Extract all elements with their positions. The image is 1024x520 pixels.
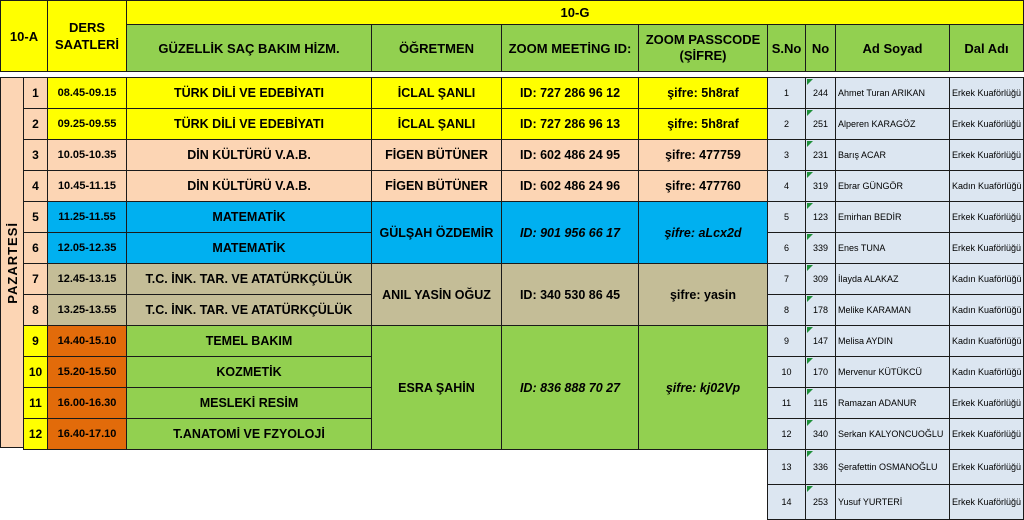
zoom-meeting-id: ID: 727 286 96 13 (501, 108, 639, 140)
teacher-name: ANIL YASİN OĞUZ (371, 263, 502, 326)
lesson-number: 10 (23, 356, 48, 388)
student-sno: 4 (767, 170, 806, 202)
sno-column-header: S.No (767, 24, 806, 72)
student-name: Emirhan BEDİR (835, 201, 950, 233)
zoom-passcode: şifre: 477759 (638, 139, 768, 171)
student-no: 123 (805, 201, 836, 233)
student-dept: Kadın Kuaförlüğü (949, 356, 1024, 388)
student-no: 340 (805, 418, 836, 450)
comment-marker-icon (807, 265, 813, 271)
student-no: 178 (805, 294, 836, 326)
student-sno: 14 (767, 484, 806, 520)
lesson-number: 7 (23, 263, 48, 295)
lesson-time: 13.25-13.55 (47, 294, 127, 326)
lesson-time: 10.45-11.15 (47, 170, 127, 202)
student-dept: Erkek Kuaförlüğü (949, 201, 1024, 233)
lesson-subject: TÜRK DİLİ VE EDEBİYATI (126, 77, 372, 109)
lesson-number: 1 (23, 77, 48, 109)
comment-marker-icon (807, 234, 813, 240)
lesson-subject: DİN KÜLTÜRÜ V.A.B. (126, 139, 372, 171)
student-dept: Kadın Kuaförlüğü (949, 263, 1024, 295)
student-dept: Erkek Kuaförlüğü (949, 232, 1024, 264)
student-dept: Erkek Kuaförlüğü (949, 387, 1024, 419)
zoom-passcode: şifre: 5h8raf (638, 77, 768, 109)
lesson-number: 5 (23, 201, 48, 233)
zoom-passcode: şifre: yasin (638, 263, 768, 326)
lesson-time: 08.45-09.15 (47, 77, 127, 109)
student-name: Ebrar GÜNGÖR (835, 170, 950, 202)
student-sno: 12 (767, 418, 806, 450)
lesson-number: 6 (23, 232, 48, 264)
dept-column-header: Dal Adı (949, 24, 1024, 72)
lesson-subject: KOZMETİK (126, 356, 372, 388)
student-sno: 11 (767, 387, 806, 419)
comment-marker-icon (807, 141, 813, 147)
comment-marker-icon (807, 296, 813, 302)
student-dept: Kadın Kuaförlüğü (949, 294, 1024, 326)
teacher-name: ESRA ŞAHİN (371, 325, 502, 450)
lesson-number: 11 (23, 387, 48, 419)
lesson-subject: MESLEKİ RESİM (126, 387, 372, 419)
student-no: 336 (805, 449, 836, 485)
zoom-meeting-id: ID: 340 530 86 45 (501, 263, 639, 326)
student-sno: 5 (767, 201, 806, 233)
student-no: 170 (805, 356, 836, 388)
zoom-passcode: şifre: kj02Vp (638, 325, 768, 450)
comment-marker-icon (807, 203, 813, 209)
student-sno: 3 (767, 139, 806, 171)
teacher-name: FİGEN BÜTÜNER (371, 170, 502, 202)
student-name: Ramazan ADANUR (835, 387, 950, 419)
comment-marker-icon (807, 327, 813, 333)
zoom-passcode: şifre: aLcx2d (638, 201, 768, 264)
lesson-number: 2 (23, 108, 48, 140)
name-column-header: Ad Soyad (835, 24, 950, 72)
student-sno: 2 (767, 108, 806, 140)
comment-marker-icon (807, 79, 813, 85)
lesson-time: 15.20-15.50 (47, 356, 127, 388)
group-label: 10-G (126, 0, 1024, 25)
student-no: 147 (805, 325, 836, 357)
lesson-number: 3 (23, 139, 48, 171)
comment-marker-icon (807, 451, 813, 457)
day-label-text: PAZARTESİ (4, 221, 20, 304)
no-column-header: No (805, 24, 836, 72)
lesson-subject: T.C. İNK. TAR. VE ATATÜRKÇÜLÜK (126, 294, 372, 326)
ders-saatleri-header: DERS SAATLERİ (47, 0, 127, 72)
student-dept: Erkek Kuaförlüğü (949, 139, 1024, 171)
lesson-subject: T.ANATOMİ VE FZYOLOJİ (126, 418, 372, 450)
lesson-time: 12.45-13.15 (47, 263, 127, 295)
student-sno: 6 (767, 232, 806, 264)
lesson-time: 16.40-17.10 (47, 418, 127, 450)
student-sno: 7 (767, 263, 806, 295)
lesson-time: 12.05-12.35 (47, 232, 127, 264)
class-label: 10-A (0, 0, 48, 72)
student-name: İlayda ALAKAZ (835, 263, 950, 295)
zoom-meeting-id: ID: 836 888 70 27 (501, 325, 639, 450)
lesson-number: 12 (23, 418, 48, 450)
comment-marker-icon (807, 486, 813, 492)
student-name: Melike KARAMAN (835, 294, 950, 326)
student-name: Mervenur KÜTÜKCÜ (835, 356, 950, 388)
student-no: 231 (805, 139, 836, 171)
student-no: 115 (805, 387, 836, 419)
teacher-column-header: ÖĞRETMEN (371, 24, 502, 72)
lesson-time: 09.25-09.55 (47, 108, 127, 140)
teacher-name: İCLAL ŞANLI (371, 108, 502, 140)
student-dept: Erkek Kuaförlüğü (949, 77, 1024, 109)
student-no: 319 (805, 170, 836, 202)
comment-marker-icon (807, 358, 813, 364)
day-label (0, 77, 24, 448)
student-sno: 13 (767, 449, 806, 485)
zoom-meeting-id: ID: 727 286 96 12 (501, 77, 639, 109)
lesson-time: 11.25-11.55 (47, 201, 127, 233)
zoom-meeting-id: ID: 901 956 66 17 (501, 201, 639, 264)
student-no: 253 (805, 484, 836, 520)
zoom-meeting-id: ID: 602 486 24 96 (501, 170, 639, 202)
teacher-name: GÜLŞAH ÖZDEMİR (371, 201, 502, 264)
student-name: Barış ACAR (835, 139, 950, 171)
lesson-subject: DİN KÜLTÜRÜ V.A.B. (126, 170, 372, 202)
teacher-name: FİGEN BÜTÜNER (371, 139, 502, 171)
student-no: 244 (805, 77, 836, 109)
lesson-subject: MATEMATİK (126, 201, 372, 233)
student-dept: Kadın Kuaförlüğü (949, 170, 1024, 202)
student-dept: Erkek Kuaförlüğü (949, 418, 1024, 450)
zoom-id-column-header: ZOOM MEETİNG ID: (501, 24, 639, 72)
student-name: Melisa AYDIN (835, 325, 950, 357)
comment-marker-icon (807, 420, 813, 426)
student-no: 339 (805, 232, 836, 264)
zoom-passcode: şifre: 477760 (638, 170, 768, 202)
lesson-time: 16.00-16.30 (47, 387, 127, 419)
student-name: Ahmet Turan ARIKAN (835, 77, 950, 109)
comment-marker-icon (807, 110, 813, 116)
subject-column-header: GÜZELLİK SAÇ BAKIM HİZM. (126, 24, 372, 72)
comment-marker-icon (807, 389, 813, 395)
student-sno: 8 (767, 294, 806, 326)
lesson-time: 10.05-10.35 (47, 139, 127, 171)
student-sno: 10 (767, 356, 806, 388)
student-dept: Kadın Kuaförlüğü (949, 325, 1024, 357)
student-dept: Erkek Kuaförlüğü (949, 108, 1024, 140)
student-name: Alperen KARAGÖZ (835, 108, 950, 140)
lesson-number: 8 (23, 294, 48, 326)
zoom-pass-column-header: ZOOM PASSCODE (ŞİFRE) (638, 24, 768, 72)
zoom-passcode: şifre: 5h8raf (638, 108, 768, 140)
student-name: Serkan KALYONCUOĞLU (835, 418, 950, 450)
student-no: 309 (805, 263, 836, 295)
student-sno: 9 (767, 325, 806, 357)
lesson-subject: TÜRK DİLİ VE EDEBİYATI (126, 108, 372, 140)
student-name: Yusuf YURTERİ (835, 484, 950, 520)
lesson-subject: T.C. İNK. TAR. VE ATATÜRKÇÜLÜK (126, 263, 372, 295)
lesson-time: 14.40-15.10 (47, 325, 127, 357)
zoom-meeting-id: ID: 602 486 24 95 (501, 139, 639, 171)
lesson-number: 9 (23, 325, 48, 357)
comment-marker-icon (807, 172, 813, 178)
lesson-number: 4 (23, 170, 48, 202)
student-dept: Erkek Kuaförlüğü (949, 484, 1024, 520)
teacher-name: İCLAL ŞANLI (371, 77, 502, 109)
student-dept: Erkek Kuaförlüğü (949, 449, 1024, 485)
student-name: Şerafettin OSMANOĞLU (835, 449, 950, 485)
student-no: 251 (805, 108, 836, 140)
lesson-subject: MATEMATİK (126, 232, 372, 264)
student-sno: 1 (767, 77, 806, 109)
student-name: Enes TUNA (835, 232, 950, 264)
lesson-subject: TEMEL BAKIM (126, 325, 372, 357)
